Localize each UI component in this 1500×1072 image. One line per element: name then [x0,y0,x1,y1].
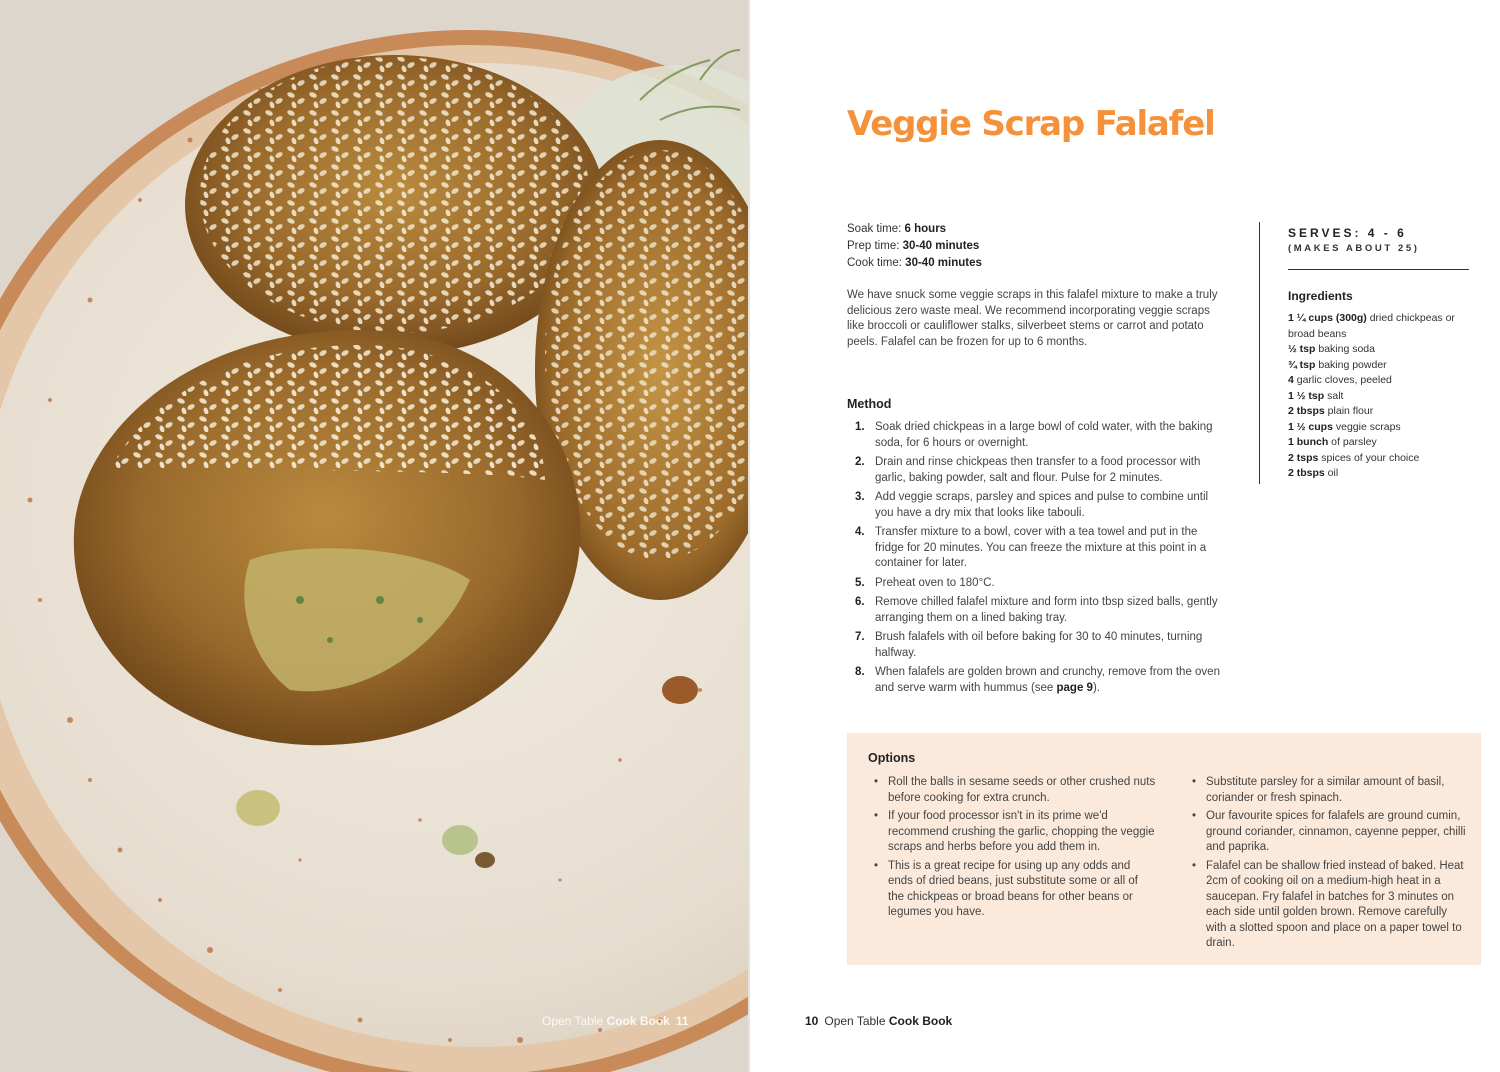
ingredient-item: 1 ½ tsp salt [1288,389,1344,402]
ingredients-list [1288,311,1468,482]
ingredient-item: 1 bunch of parsley [1288,436,1377,448]
sidebar-rule [1259,222,1260,484]
footer-book-name-bold: Cook Book [888,1014,953,1028]
text-page-footer [805,1014,952,1028]
options-list-left [874,775,1156,924]
method-step: 6. Remove chilled falafel mixture and form into tbsp sized balls, gently arranging them on a lined baking tray. [855,596,1218,624]
option-item: • Our favourite spices for falafels are ground cumin, ground coriander, cinnamon, cayenne pepper, chilli and paprika. [1192,809,1467,856]
ingredient-item: 4 garlic cloves, peeled [1288,374,1392,386]
option-item: • Falafel can be shallow fried instead of baked. Heat 2cm of cooking oil on a medium-high heat in a saucepan. Fry falafel in batches for 3 minutes on each side until golden brown. Remove carefully with a slotted spoon and place on a paper towel to drain. [1192,859,1467,952]
ingredients-heading: Ingredients [1288,289,1353,303]
serves-divider [1288,269,1469,270]
method-step: 2. Drain and rinse chickpeas then transfer to a food processor with garlic, baking powder, salt and flour. Pulse for 2 minutes. [855,456,1201,484]
recipe-intro: We have snuck some veggie scraps in this falafel mixture to make a truly delicious zero waste meal. We recommend incorporating veggie scraps like broccoli or cauliflower stalks, silverbeet stems or carrot and potato peels. Falafel can be frozen for up to 6 months. [847,289,1218,348]
footer-book-name: Open Table [542,1014,604,1028]
option-item: • Roll the balls in sesame seeds or other crushed nuts before cooking for extra crunch. [874,775,1156,806]
photo-page-number: 11 [675,1014,689,1028]
ingredient-item: ½ tsp baking soda [1288,343,1375,355]
method-step: 8. When falafels are golden brown and crunchy, remove from the oven and serve warm with hummus (see page 9). [855,666,1220,694]
method-list [847,420,1227,700]
footer-book-name: Open Table [824,1014,886,1028]
option-item: • If your food processor isn't in its prime we'd recommend crushing the garlic, chopping the veggie scraps and herbs before you add them in. [874,809,1156,856]
method-heading: Method [847,397,892,411]
photo-page-footer [542,1014,689,1028]
page-gutter [748,0,750,1072]
ingredient-item: 2 tbsps plain flour [1288,405,1374,417]
page-reference: page 9 [1056,681,1093,694]
ingredient-item: ¾ tsp baking powder [1288,358,1387,371]
text-page-number: 10 [805,1014,819,1028]
ingredient-item: 2 tsps spices of your choice [1288,451,1420,464]
method-step: 7. Brush falafels with oil before baking for 30 to 40 minutes, turning halfway. [855,631,1203,659]
recipe-title: Veggie Scrap Falafel [847,104,1215,144]
prep-time: Prep time: 30-40 minutes [847,240,980,252]
method-step: 1. Soak dried chickpeas in a large bowl of cold water, with the baking soda, for 6 hours or overnight. [855,421,1213,449]
footer-book-name-bold: Cook Book [606,1014,670,1028]
soak-time: Soak time: 6 hours [847,223,947,235]
method-step: 4. Transfer mixture to a bowl, cover with a tea towel and put in the fridge for 20 minutes. You can freeze the mixture at this point in a container for later. [855,526,1207,569]
makes-label: (MAKES ABOUT 25) [1288,243,1420,254]
option-item: • Substitute parsley for a similar amount of basil, coriander or fresh spinach. [1192,775,1467,806]
option-item: • This is a great recipe for using up any odds and ends of dried beans, just substitute some or all of the chickpeas or broad beans for other beans or legumes you have. [874,859,1156,921]
ingredient-item: 2 tbsps oil [1288,467,1339,479]
serves-label: SERVES: 4 - 6 [1288,226,1407,240]
options-box [847,733,1481,965]
ingredient-item: 1 ½ cups veggie scraps [1288,420,1401,433]
ingredient-item: 1 ¼ cups (300g) dried chickpeas or broad beans [1288,312,1455,340]
cook-time: Cook time: 30-40 minutes [847,257,982,269]
options-list-right [1192,775,1467,955]
recipe-times [847,221,982,272]
method-step: 3. Add veggie scraps, parsley and spices and pulse to combine until you have a dry mix that looks like tabouli. [855,491,1209,519]
options-heading: Options [868,751,916,765]
method-step: 5. Preheat oven to 180°C. [855,576,995,589]
